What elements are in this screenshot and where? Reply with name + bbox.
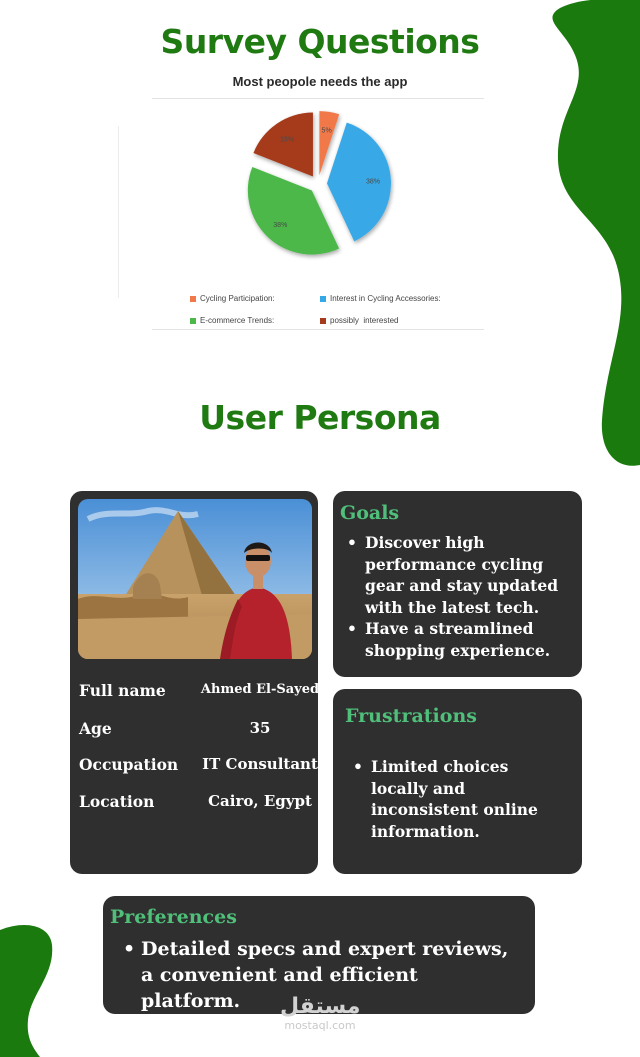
preferences-heading: Preferences [110,906,237,928]
watermark-arabic: مستقل [280,994,361,1019]
chart-title: Most peopole needs the app [232,74,408,89]
legend-swatch [190,296,196,302]
goals-heading: Goals [340,502,400,524]
list-item: • Limited choices locally and inconsistent online information. [345,756,567,842]
legend-entry [190,316,274,325]
legend-label: E-commerce Trends: [200,316,275,325]
list-item: • Detailed specs and expert reviews, a convenient and efficient platform. [115,936,510,1014]
field-label: Location [79,792,155,811]
frustrations-heading: Frustrations [345,705,477,727]
pie-chart [118,110,518,290]
pie-data-label: 38% [365,178,380,186]
watermark-domain: mostaql.com [284,1019,356,1032]
frustrations-list [345,756,567,842]
pie-slice [327,123,391,242]
list-item: • Discover high performance cycling gear and stay updated with the latest tech. [339,532,561,618]
goals-list [339,532,561,661]
legend-swatch [320,296,326,302]
profile-card [70,491,318,874]
goals-card [333,491,582,677]
watermark-logo [280,995,360,1032]
field-label: Full name [79,681,166,700]
pyramid-photo-illustration [78,499,312,659]
field-value: Ahmed El-Sayed [200,682,320,697]
field-label: Occupation [79,755,179,774]
legend-entry [190,294,275,303]
legend-label: Interest in Cycling Accessories: [330,294,441,303]
pie-slice [253,113,313,177]
legend-label: Cycling Participation: [200,294,275,303]
pie-data-label: 5% [321,127,332,135]
legend-swatch [320,318,326,324]
legend-label: possibly interested [330,316,399,325]
pie-data-label: 19% [280,136,295,144]
legend-entry [320,316,398,325]
persona-photo [78,499,312,659]
field-value: 35 [249,719,271,737]
list-item: • Have a streamlined shopping experience. [339,618,561,661]
legend-swatch [190,318,196,324]
field-label: Age [79,719,112,738]
survey-title: Survey Questions [160,22,480,61]
pie-data-label: 38% [273,222,288,230]
pie-slice [248,167,339,255]
green-blob-decoration-left [0,900,70,1057]
legend-entry [320,294,441,303]
field-value: Cairo, Egypt [208,792,312,810]
frustrations-card [333,689,582,874]
persona-title: User Persona [199,398,441,437]
field-value: IT Consultant [202,755,318,773]
